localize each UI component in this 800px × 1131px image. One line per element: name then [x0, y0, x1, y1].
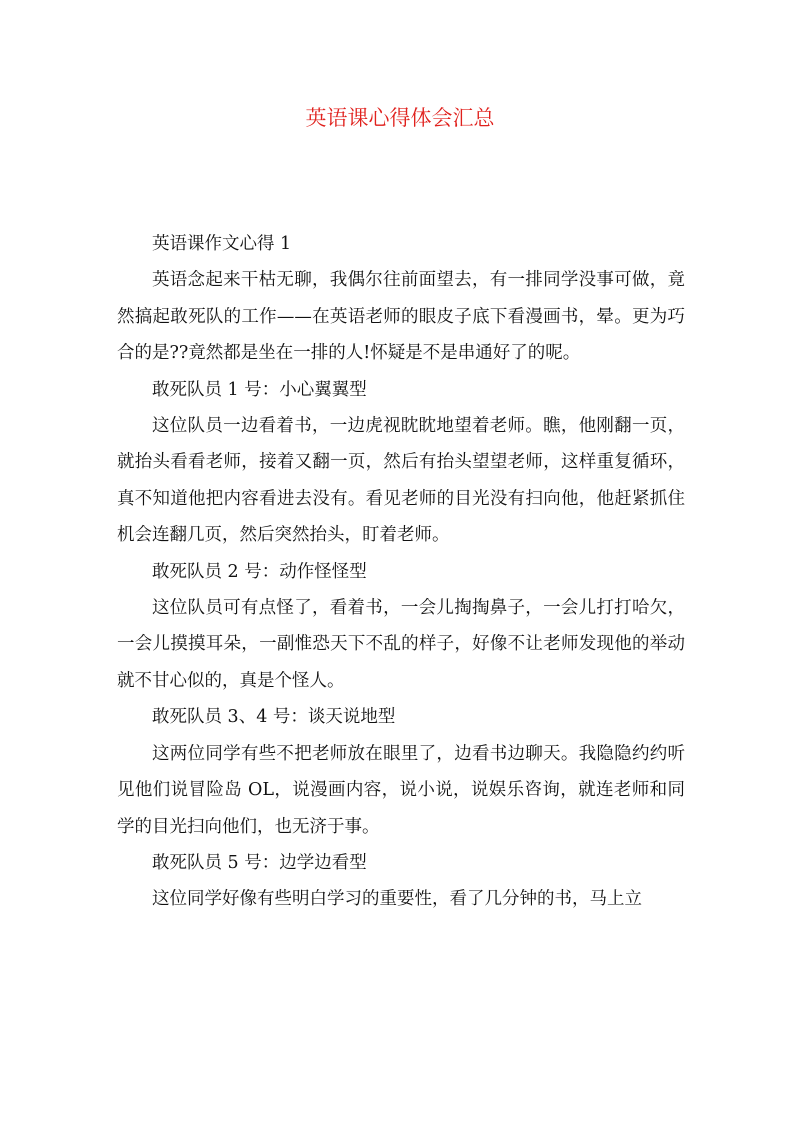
paragraph-member-1: 这位队员一边看着书，一边虎视眈眈地望着老师。瞧，他刚翻一页，就抬头看看老师，接着又翻一页，然后有抬头望望老师，这样重复循环，真不知道他把内容看进去没有。看见老师的目光没有扫向他，他赶紧抓住机会连翻几页，然后突然抬头，盯着老师。	[117, 416, 685, 546]
section-heading-essay-1: 英语课作文心得 1	[152, 234, 292, 254]
section-heading-member-3-4: 敢死队员 3、4 号：谈天说地型	[152, 707, 396, 728]
paragraph-member-2: 这位队员可有点怪了，看着书，一会儿掏掏鼻子，一会儿打打哈欠，一会儿摸摸耳朵，一副惟恐天下不乱的样子，好像不让老师发现他的举动就不甘心似的，真是个怪人。	[117, 598, 685, 691]
document-body	[117, 226, 685, 918]
paragraph-member-3-4: 这两位同学有些不把老师放在眼里了，边看书边聊天。我隐隐约约听见他们说冒险岛 OL，说漫画内容，说小说，说娱乐咨询，就连老师和同学的目光扫向他们，也无济于事。	[117, 743, 685, 837]
paragraph-member-5: 这位同学好像有些明白学习的重要性，看了几分钟的书，马上立	[152, 889, 642, 910]
document-title: 英语课心得体会汇总	[305, 106, 495, 130]
section-heading-member-2: 敢死队员 2 号：动作怪怪型	[152, 561, 367, 582]
paragraph-intro: 英语念起来干枯无聊，我偶尔往前面望去，有一排同学没事可做，竟然搞起敢死队的工作——在英语老师的眼皮子底下看漫画书，晕。更为巧合的是??竟然都是坐在一排的人!怀疑是不是串通好了的呢。	[117, 270, 685, 364]
section-heading-member-1: 敢死队员 1 号：小心翼翼型	[152, 379, 367, 400]
section-heading-member-5: 敢死队员 5 号：边学边看型	[152, 852, 367, 873]
